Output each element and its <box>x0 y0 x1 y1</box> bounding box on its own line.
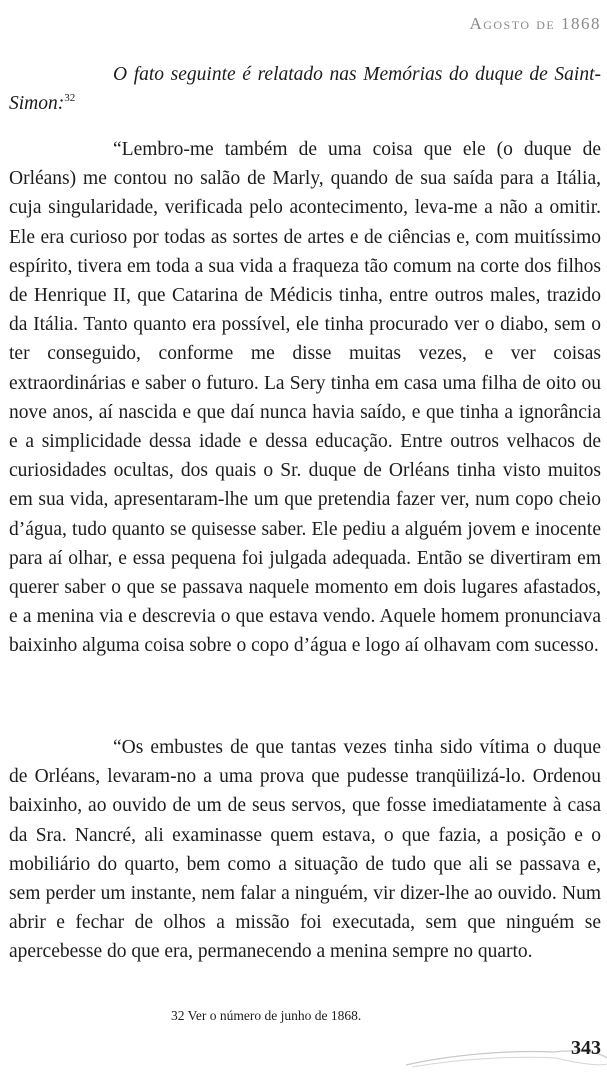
footnote: 32 Ver o número de junho de 1868. <box>171 1008 362 1023</box>
intro-text: O fato seguinte é relatado nas Memórias do duque de Saint-Simon: <box>9 64 601 115</box>
page-number: 343 <box>571 1037 601 1059</box>
body-paragraph-2: “Os embustes de que tantas vezes tinha sido vítima o duque de Orléans, levaram-no a uma prova que pudesse tranqüilizá-lo. Ordenou baixinho, ao ouvido de um de seus servos, que fosse imediatamente à casa da Sra. Nancré, ali examinasse quem estava, o que fazia, a posição e o mobiliário do quarto, bem como a situação de tudo que ali se passava e, sem perder um instante, nem falar a ninguém, vir dizer-lhe ao ouvido. Num abrir e fechar de olhos a missão foi executada, sem que ninguém se apercebesse do que era, permanecendo a menina sempre no quarto. <box>9 737 601 963</box>
running-head: Agosto de 1868 <box>469 14 601 33</box>
body-paragraph-1: “Lembro-me também de uma coisa que ele (o duque de Orléans) me contou no salão de Marly, quando de sua saída para a Itália, cuja singularidade, verificada pelo acontecimento, leva-me a não a omitir. Ele era curioso por todas as sortes de artes e de ciências e, com muitíssimo espírito, tivera em toda a sua vida a fraqueza tão comum na corte dos filhos de Henrique II, que Catarina de Médicis tinha, entre outros males, trazido da Itália. Tanto quanto era possível, ele tinha procurado ver o diabo, sem o ter conseguido, conforme me disse muitas vezes, e ver coisas extraordinárias e saber o futuro. La Sery tinha em casa uma filha de oito ou nove anos, aí nascida e que daí nunca havia saído, e que tinha a ignorância e a simplicidade dessa idade e dessa educação. Entre outros velhacos de curiosidades ocultas, dos quais o Sr. duque de Orléans tinha visto muitos em sua vida, apresentaram-lhe um que pretendia fazer ver, num copo cheio d’água, tudo quanto se quisesse saber. Ele pediu a alguém jovem e inocente para aí olhar, e essa pequena foi julgada adequada. Então se divertiram em querer saber o que se passava naquele momento em dois lugares afastados, e a menina via e descrevia o que estava vendo. Aquele homem pronunciava baixinho alguma coisa sobre o copo d’água e logo aí olhavam com sucesso. <box>9 139 601 657</box>
intro-paragraph <box>9 60 601 118</box>
footnote-reference: 32 <box>64 92 76 105</box>
